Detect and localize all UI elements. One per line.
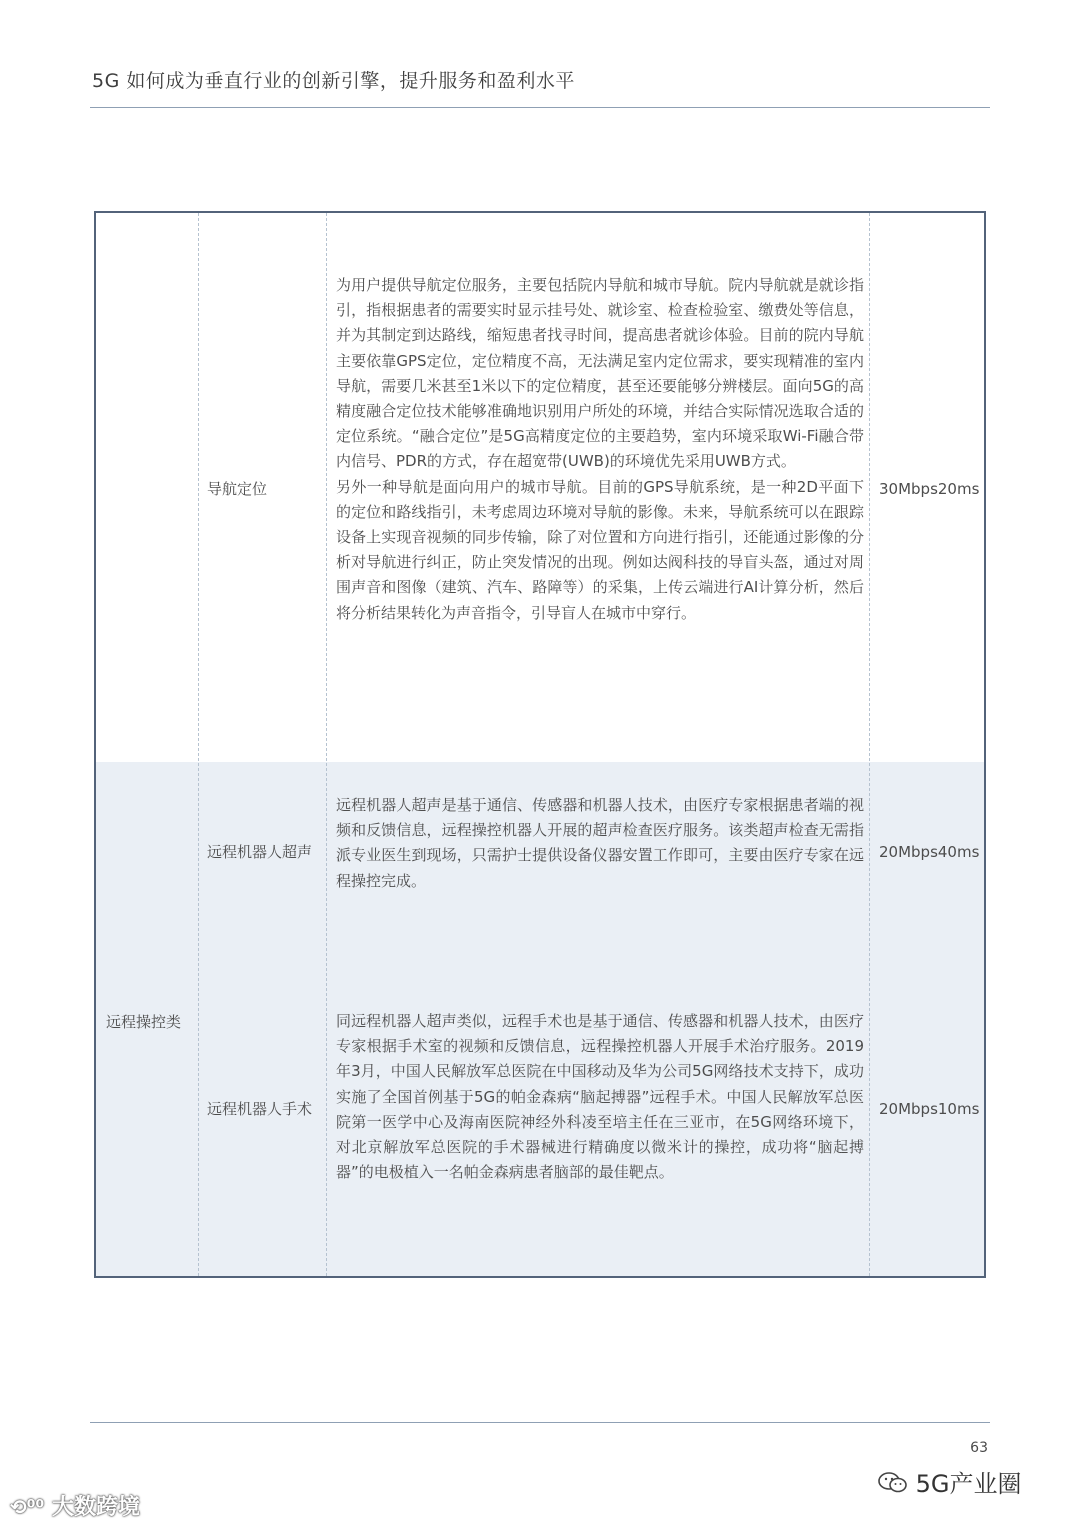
page-header-title: 5G 如何成为垂直行业的创新引擎，提升服务和盈利水平 xyxy=(92,70,575,92)
watermark-left-text: 大数跨境 xyxy=(51,1495,140,1520)
wechat-icon xyxy=(878,1471,908,1495)
brand-logo-icon: ⟲⁰⁰ xyxy=(10,1495,45,1519)
requirement-cell-surgery: 20Mbps10ms xyxy=(879,1100,980,1118)
description-cell-ultrasound xyxy=(336,793,864,894)
subcategory-cell-surgery: 远程机器人手术 xyxy=(207,1100,313,1118)
description-paragraph: 为用户提供导航定位服务，主要包括院内导航和城市导航。院内导航就是就诊指引，指根据患者的需要实时显示挂号处、就诊室、检查检验室、缴费处等信息，并为其制定到达路线，缩短患者找寻时间，提高患者就诊体验。目前的院内导航主要依靠GPS定位，定位精度不高，无法满足室内定位需求，要实现精准的室内导航，需要几米甚至1米以下的定位精度，甚至还要能够分辨楼层。面向5G的高精度融合定位技术能够准确地识别用户所处的环境，并结合实际情况选取合适的定位系统。“融合定位”是5G高精度定位的主要趋势，室内环境采取Wi-Fi融合带内信号、PDR的方式，存在超宽带(UWB)的环境优先采用UWB方式。 xyxy=(336,276,864,471)
requirement-cell-navigation: 30Mbps20ms xyxy=(879,480,980,498)
subcategory-cell-ultrasound: 远程机器人超声 xyxy=(207,843,313,861)
description-paragraph: 远程机器人超声是基于通信、传感器和机器人技术，由医疗专家根据患者端的视频和反馈信息，远程操控机器人开展的超声检查医疗服务。该类超声检查无需指派专业医生到现场，只需护士提供设备仪器安置工作即可，主要由医疗专家在远程操控完成。 xyxy=(336,796,864,890)
column-divider-1 xyxy=(198,213,199,1276)
description-paragraph: 同远程机器人超声类似，远程手术也是基于通信、传感器和机器人技术，由医疗专家根据手术室的视频和反馈信息，远程操控机器人开展手术治疗服务。2019年3月，中国人民解放军总医院在中国移动及华为公司5G网络技术支持下，成功实施了全国首例基于5G的帕金森病“脑起搏器”远程手术。中国人民解放军总医院第一医学中心及海南医院神经外科凌至培主任在三亚市，在5G网络环境下，对北京解放军总医院的手术器械进行精确度以微米计的操控，成功将“脑起搏器”的电极植入一名帕金森病患者脑部的最佳靶点。 xyxy=(336,1012,864,1182)
description-paragraph: 另外一种导航是面向用户的城市导航。目前的GPS导航系统，是一种2D平面下的定位和路线指引，未考虑周边环境对导航的影像。未来，导航系统可以在跟踪设备上实现音视频的同步传输，除了对位置和方向进行指引，还能通过影像的分析对导航进行纠正，防止突发情况的出现。例如达阀科技的导盲头盔，通过对周围声音和图像（建筑、汽车、路障等）的采集，上传云端进行AI计算分析，然后将分析结果转化为声音指令，引导盲人在城市中穿行。 xyxy=(336,477,864,622)
description-cell-navigation xyxy=(336,273,864,626)
watermark-left xyxy=(10,1490,140,1521)
description-cell-surgery xyxy=(336,1009,864,1185)
header-divider xyxy=(90,107,990,108)
column-divider-2 xyxy=(326,213,327,1276)
page-number: 63 xyxy=(970,1440,988,1456)
watermark-right-text: 5G产业圈 xyxy=(915,1470,1022,1498)
category-cell: 远程操控类 xyxy=(106,1013,182,1031)
subcategory-cell-navigation: 导航定位 xyxy=(207,480,268,498)
requirements-table xyxy=(94,211,986,1278)
footer-divider xyxy=(90,1422,990,1423)
watermark-right xyxy=(878,1464,1022,1499)
requirement-cell-ultrasound: 20Mbps40ms xyxy=(879,843,980,861)
column-divider-3 xyxy=(869,213,870,1276)
